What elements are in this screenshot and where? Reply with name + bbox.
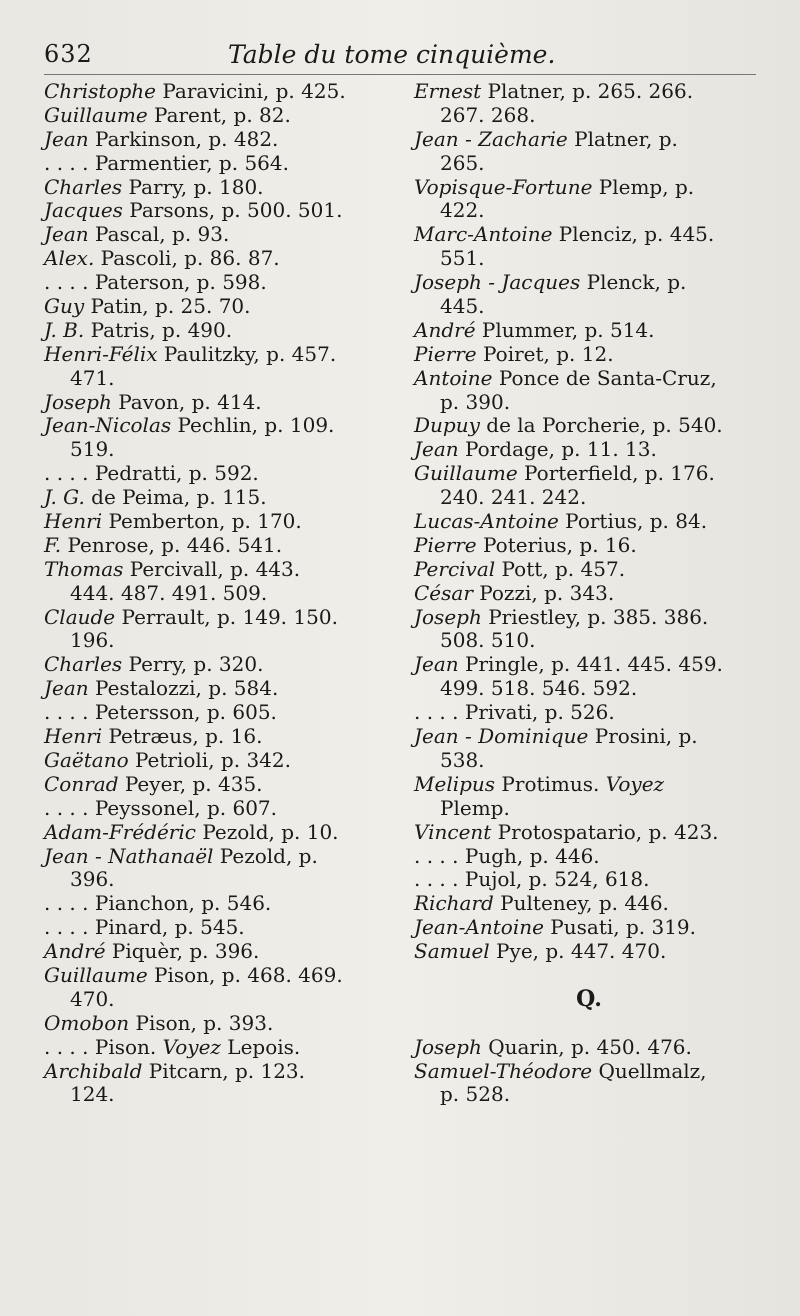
index-entry [414,892,764,916]
entry-text: Pison, p. 393. [129,1010,274,1035]
entry-text: Petrioli, p. 342. [128,747,291,772]
entry-text: 267. 268. [440,102,536,127]
index-entry [44,940,394,964]
entry-text: Pringle, p. 441. 445. 459. [458,652,723,677]
index-entry [44,295,394,319]
entry-forename: Samuel [414,939,490,964]
index-entry [44,223,394,247]
index-entry-continuation [414,677,764,701]
entry-text: . . . . Peyssonel, p. 607. [44,795,277,820]
entry-text: Pezold, p. 10. [195,819,339,844]
entry-text: Protimus. [495,771,606,796]
entry-crossref: Voyez [605,771,665,796]
entry-forename: Alex. [44,246,95,271]
entry-text: Quellmalz, [592,1058,707,1083]
entry-text: Pozzi, p. 343. [472,580,615,605]
entry-crossref-target: Lepois. [220,1034,301,1059]
entry-forename: Conrad [44,771,119,796]
entry-text: . . . . Pinard, p. 545. [44,915,245,940]
entry-text: Penrose, p. 446. 541. [61,532,283,557]
index-entry [44,1036,394,1060]
index-entry [414,462,764,486]
entry-text: 240. 241. 242. [440,485,587,510]
index-entry-continuation [414,1083,764,1107]
index-entry-continuation [414,104,764,128]
entry-crossref: Voyez [162,1034,221,1059]
index-entry [414,80,764,104]
index-entry [44,414,394,438]
index-entry [44,104,394,128]
index-entry-continuation [414,629,764,653]
entry-text: . . . . Pujol, p. 524, 618. [414,867,650,892]
index-entry [414,1060,764,1084]
entry-text: Pavon, p. 414. [111,389,262,414]
entry-forename: César [414,580,473,605]
index-entry [414,438,764,462]
index-entry [44,749,394,773]
entry-forename: J. G. [44,485,85,510]
entry-text: 445. [440,294,485,319]
index-entry [44,606,394,630]
index-entry [414,414,764,438]
index-entry-continuation [414,295,764,319]
blank-line [414,964,764,988]
page-number: 632 [44,40,93,68]
entry-forename: Joseph - Jacques [414,270,581,295]
entry-forename: André [44,939,106,964]
entry-forename: Jacques [44,198,123,223]
entry-text: Paulitzky, p. 457. [157,341,337,366]
entry-text: p. 528. [440,1082,511,1107]
index-entry [44,558,394,582]
index-entry [414,845,764,869]
index-entry [414,223,764,247]
index-entry [414,1036,764,1060]
index-entry [44,964,394,988]
entry-text: Parry, p. 180. [122,174,264,199]
index-entry [44,176,394,200]
entry-text: Pusati, p. 319. [543,915,697,940]
entry-text: Poiret, p. 12. [476,341,614,366]
index-entry [44,510,394,534]
entry-text: Priestley, p. 385. 386. [481,604,709,629]
entry-forename: Thomas [44,556,124,581]
entry-text: p. 390. [440,389,511,414]
entry-text: Platner, p. 265. 266. [481,79,694,103]
entry-forename: Henri-Félix [44,341,158,366]
entry-forename: Guy [44,294,85,319]
index-entry [44,892,394,916]
entry-forename: Dupuy [414,413,480,438]
index-entry [44,319,394,343]
entry-forename: Richard [414,891,494,916]
entry-text: 196. [70,628,115,653]
index-entry-continuation [414,152,764,176]
entry-forename: Jean [414,652,459,677]
entry-forename: Omobon [44,1010,130,1035]
index-entry [44,821,394,845]
entry-text: 444. 487. 491. 509. [70,580,268,605]
index-entry-continuation [44,582,394,606]
index-entry [414,343,764,367]
entry-forename: Pierre [414,341,477,366]
entry-text: Poterius, p. 16. [476,532,637,557]
index-entry [414,773,764,797]
entry-forename: J. B. [44,317,85,342]
entry-text: Pascoli, p. 86. 87. [94,246,280,271]
entry-text: Parkinson, p. 482. [88,126,279,151]
entry-text: . . . . Paterson, p. 598. [44,270,267,295]
entry-forename: Jean - Nathanaël [44,843,214,868]
index-entry [44,199,394,223]
entry-forename: Guillaume [44,962,148,987]
section-letter-text: Q. [576,985,602,1012]
entry-text: Pye, p. 447. 470. [489,939,667,964]
index-entry [414,510,764,534]
index-entry [44,343,394,367]
index-entry [414,821,764,845]
index-entry [414,653,764,677]
entry-forename: Melipus [414,771,496,796]
index-entry-continuation [414,797,764,821]
index-entry [414,916,764,940]
entry-text: Protospatario, p. 423. [491,819,719,844]
entry-text: Perry, p. 320. [122,652,264,677]
index-entry [44,725,394,749]
index-entry [414,868,764,892]
index-entry-continuation [414,749,764,773]
entry-forename: Jean - Dominique [414,724,589,749]
running-title: Table du tome cinquième. [228,40,556,69]
entry-text: 519. [70,437,115,462]
entry-forename: Gaëtano [44,747,129,772]
entry-forename: Jean [44,126,89,151]
entry-forename: Joseph [414,1034,482,1059]
index-entry [44,1060,394,1084]
entry-forename: Antoine [414,365,493,390]
entry-text: 508. 510. [440,628,536,653]
entry-text: . . . . Pianchon, p. 546. [44,891,272,916]
entry-forename: Jean - Zacharie [414,126,568,151]
index-entry [44,1012,394,1036]
entry-text: 471. [70,365,115,390]
entry-text: Peyer, p. 435. [118,771,263,796]
entry-text: 551. [440,246,485,271]
entry-forename: Jean [44,676,89,701]
entry-text: Paravicini, p. 425. [156,79,346,103]
index-entry [414,534,764,558]
entry-forename: Jean [44,222,89,247]
entry-forename: Joseph [44,389,112,414]
entry-text: Platner, p. [567,126,678,151]
entry-text: Porterfield, p. 176. [517,461,715,486]
index-entry [44,152,394,176]
entry-forename: Guillaume [414,461,518,486]
index-entry [44,271,394,295]
entry-text: Plummer, p. 514. [475,317,655,342]
index-entry-continuation [414,199,764,223]
index-entry-continuation [44,438,394,462]
entry-text: 265. [440,150,485,175]
index-entry [44,701,394,725]
index-column-right [414,80,764,1107]
index-entry-continuation [44,988,394,1012]
entry-text: 499. 518. 546. 592. [440,676,638,701]
index-entry-continuation [44,367,394,391]
index-entry [44,391,394,415]
index-entry [44,677,394,701]
index-entry [44,534,394,558]
entry-text: 538. [440,747,485,772]
entry-forename: Pierre [414,532,477,557]
entry-forename: Percival [414,556,496,581]
index-entry [414,367,764,391]
entry-text: Pezold, p. [213,843,318,868]
entry-text: Piquèr, p. 396. [105,939,260,964]
entry-forename: Christophe [44,79,157,103]
index-entry [414,940,764,964]
index-entry [44,653,394,677]
index-entry [44,773,394,797]
index-entry [414,558,764,582]
index-entry [414,128,764,152]
entry-text: Plenciz, p. 445. [552,222,715,247]
entry-text: . . . . Petersson, p. 605. [44,700,277,725]
entry-text: 124. [70,1082,115,1107]
index-entry-continuation [414,247,764,271]
entry-text: de la Porcherie, p. 540. [479,413,723,438]
entry-text: Quarin, p. 450. 476. [481,1034,692,1059]
entry-text: Portius, p. 84. [558,509,708,534]
entry-text: Pison, p. 468. 469. [147,962,343,987]
entry-forename: Archibald [44,1058,143,1083]
entry-text: Patin, p. 25. 70. [84,294,251,319]
index-entry [44,845,394,869]
entry-text: Pechlin, p. 109. [171,413,335,438]
entry-forename: Guillaume [44,102,148,127]
entry-text: Prosini, p. [588,724,698,749]
entry-text: Plenck, p. [580,270,687,295]
entry-forename: André [414,317,476,342]
index-entry [44,916,394,940]
entry-text: Pemberton, p. 170. [102,509,302,534]
entry-text: de Peima, p. 115. [84,485,267,510]
index-entry-continuation [44,868,394,892]
entry-text: Plemp, p. [592,174,695,199]
entry-text: Pestalozzi, p. 584. [88,676,279,701]
entry-forename: Charles [44,652,123,677]
header-rule [44,74,756,75]
entry-forename: Adam-Frédéric [44,819,196,844]
entry-text: . . . . Parmentier, p. 564. [44,150,289,175]
index-entry [44,462,394,486]
blank-line [414,1012,764,1036]
entry-forename: Henri [44,509,103,534]
entry-forename: Jean-Antoine [414,915,544,940]
index-entry [44,486,394,510]
entry-forename: Jean [414,437,459,462]
entry-text: 422. [440,198,485,223]
entry-text: Parsons, p. 500. 501. [122,198,343,223]
index-entry-continuation [414,486,764,510]
index-entry [414,271,764,295]
entry-forename: Ernest [414,79,482,103]
entry-text: . . . . Privati, p. 526. [414,700,615,725]
entry-text: Pascal, p. 93. [88,222,230,247]
entry-forename: Vincent [414,819,492,844]
entry-text: 396. [70,867,115,892]
entry-text: . . . . Pison. [44,1034,163,1059]
entry-text: Parent, p. 82. [147,102,291,127]
entry-forename: Marc-Antoine [414,222,553,247]
page-header [44,40,760,76]
entry-text: Pulteney, p. 446. [493,891,669,916]
entry-forename: Lucas-Antoine [414,509,559,534]
entry-text: Plemp. [440,795,510,820]
entry-text: Patris, p. 490. [84,317,233,342]
entry-text: Perrault, p. 149. 150. [115,604,338,629]
index-entry [44,128,394,152]
index-entry [414,701,764,725]
entry-forename: Samuel-Théodore [414,1058,593,1083]
entry-forename: Joseph [414,604,482,629]
entry-text: . . . . Pedratti, p. 592. [44,461,259,486]
entry-text: 470. [70,986,115,1011]
index-entry-continuation [44,1083,394,1107]
index-entry [414,582,764,606]
index-entry-continuation [414,391,764,415]
entry-text: Pordage, p. 11. 13. [458,437,657,462]
entry-text: Percivall, p. 443. [123,556,301,581]
entry-text: . . . . Pugh, p. 446. [414,843,600,868]
index-entry [414,176,764,200]
index-entry [44,797,394,821]
index-entry [414,319,764,343]
entry-forename: Jean-Nicolas [44,413,172,438]
index-entry [44,80,394,104]
entry-forename: Henri [44,724,103,749]
index-entry-continuation [44,629,394,653]
entry-text: Petræus, p. 16. [102,724,263,749]
index-entry [44,247,394,271]
index-entry [414,725,764,749]
index-entry [414,606,764,630]
section-letter [414,985,764,1012]
entry-forename: Charles [44,174,123,199]
entry-forename: F. [44,532,62,557]
index-column-left [44,80,394,1107]
entry-forename: Vopisque-Fortune [414,174,593,199]
entry-forename: Claude [44,604,116,629]
entry-text: Pitcarn, p. 123. [142,1058,305,1083]
entry-text: Ponce de Santa-Cruz, [492,365,717,390]
entry-text: Pott, p. 457. [495,556,626,581]
